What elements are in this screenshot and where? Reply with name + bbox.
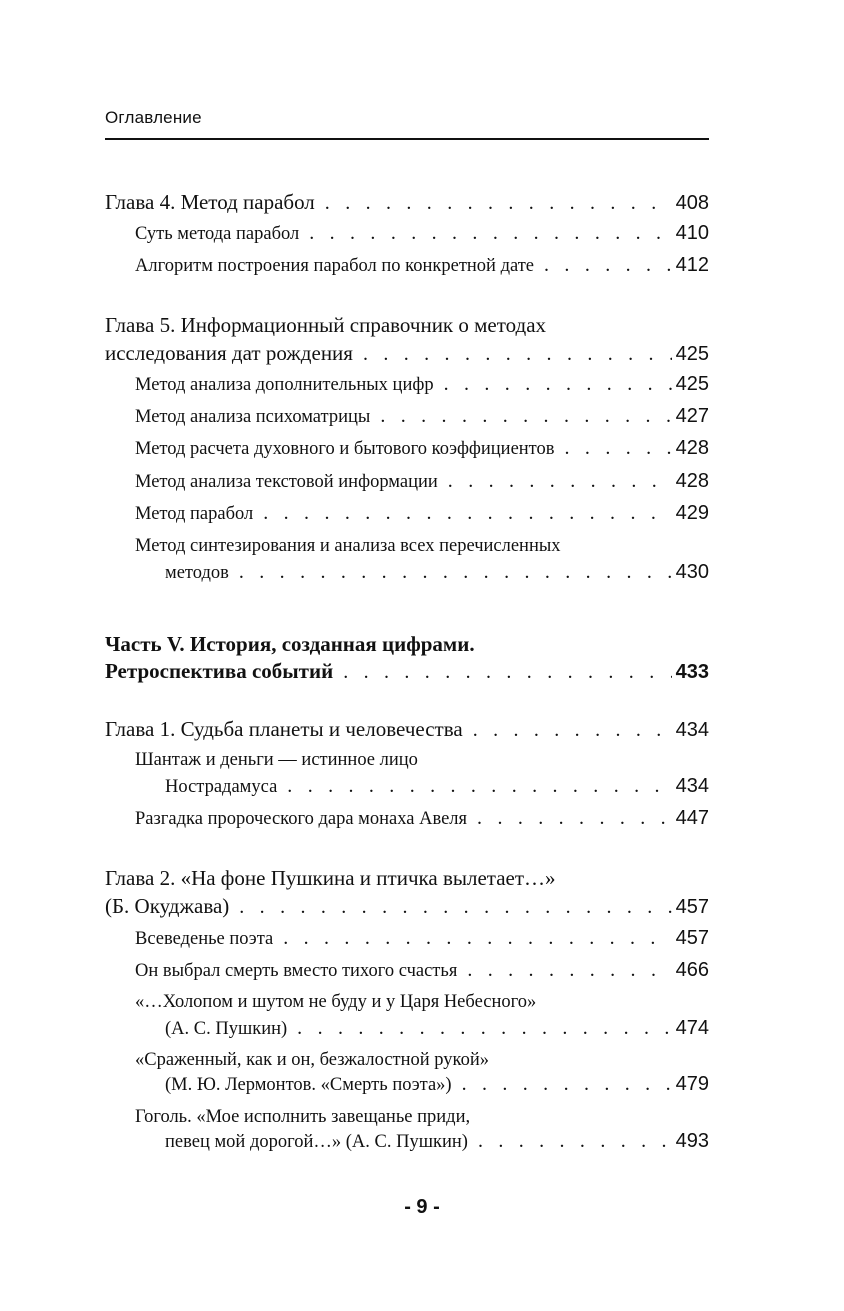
toc-entry-title: (Б. Окуджава) xyxy=(105,894,230,918)
toc-entry-page: 457 xyxy=(675,927,709,949)
toc-entry-title: (А. С. Пушкин) xyxy=(165,1019,288,1039)
toc-entry-title: певец мой дорогой…» (А. С. Пушкин) xyxy=(165,1132,468,1152)
toc-entry-title: Он выбрал смерть вместо тихого счастья xyxy=(135,961,458,981)
leader-dots xyxy=(263,502,671,525)
toc-entry-page: 428 xyxy=(675,437,709,459)
toc-entry-page: 457 xyxy=(675,896,709,918)
toc-entry-page: 428 xyxy=(675,470,709,492)
toc-entry-section[interactable] xyxy=(135,927,709,957)
toc-entry-title: Алгоритм построения парабол по конкретной дате xyxy=(135,256,535,276)
toc-entry-page: 430 xyxy=(675,561,709,583)
toc-entry-page: 408 xyxy=(675,192,709,214)
toc-entry-title: Глава 1. Судьба планеты и человечества xyxy=(105,717,463,741)
leader-dots xyxy=(478,1130,672,1153)
leader-dots xyxy=(343,661,671,684)
toc-entry-page: 474 xyxy=(675,1017,709,1039)
toc-entry-section[interactable] xyxy=(135,222,709,252)
toc-entry-title-line xyxy=(105,632,709,662)
toc-entry-section[interactable] xyxy=(165,775,709,805)
toc-entry-title: Метод расчета духовного и бытового коэффициентов xyxy=(135,439,555,459)
running-header: Оглавление xyxy=(105,108,202,127)
toc-entry-title-line1: Глава 2. «На фоне Пушкина и птичка вылетает…» xyxy=(105,866,556,890)
toc-entry-page: 425 xyxy=(675,373,709,395)
leader-dots xyxy=(325,192,672,215)
toc-entry-page: 466 xyxy=(675,959,709,981)
toc-entry-title: Метод анализа текстовой информации xyxy=(135,472,438,492)
toc-entry-page: 425 xyxy=(675,343,709,365)
leader-dots xyxy=(380,405,671,428)
toc-entry-page: 479 xyxy=(675,1073,709,1095)
toc-entry-section[interactable] xyxy=(165,1073,709,1103)
leader-dots xyxy=(467,959,671,982)
toc-entry-chapter[interactable] xyxy=(105,341,709,371)
leader-dots xyxy=(297,1017,671,1040)
toc-entry-title: методов xyxy=(165,563,229,583)
leader-dots xyxy=(283,927,671,950)
toc-entry-section[interactable] xyxy=(135,437,709,467)
toc-entry-section[interactable] xyxy=(135,807,709,837)
toc-entry-page: 412 xyxy=(675,254,709,276)
toc-entry-section[interactable] xyxy=(135,470,709,500)
toc-entry-section[interactable] xyxy=(135,373,709,403)
leader-dots xyxy=(363,343,672,366)
toc-entry-title: Нострадамуса xyxy=(165,777,278,797)
toc-entry-page: 410 xyxy=(675,222,709,244)
toc-entry-title: Метод анализа дополнительных цифр xyxy=(135,375,434,395)
toc-entry-chapter[interactable] xyxy=(105,894,709,924)
toc-entry-title-line1: «Сраженный, как и он, безжалостной рукой» xyxy=(135,1050,489,1070)
toc-entry-title-line1: Шантаж и деньги — истинное лицо xyxy=(135,750,418,770)
toc-entry-page: 434 xyxy=(675,719,709,741)
toc-entry-page: 447 xyxy=(675,807,709,829)
toc-entry-title-line xyxy=(105,866,709,896)
toc-entry-chapter[interactable] xyxy=(105,717,709,747)
toc-entry-page: 434 xyxy=(675,775,709,797)
toc-entry-title-line1: Глава 5. Информационный справочник о методах xyxy=(105,313,547,337)
toc-entry-title-line1: «…Холопом и шутом не буду и у Царя Небесного» xyxy=(135,992,537,1012)
leader-dots xyxy=(287,775,671,798)
leader-dots xyxy=(473,719,672,742)
toc-entry-title: Всеведенье поэта xyxy=(135,929,274,949)
leader-dots xyxy=(448,470,672,493)
leader-dots xyxy=(239,561,672,584)
toc-entry-title: Глава 4. Метод парабол xyxy=(105,190,315,214)
toc-entry-title: Метод парабол xyxy=(135,504,254,524)
toc-part-title-line1: Часть V. История, созданная цифрами. xyxy=(105,632,475,656)
toc-entry-title: Суть метода парабол xyxy=(135,224,300,244)
toc-entry-section[interactable] xyxy=(165,1017,709,1047)
toc-entry-title: Разгадка пророческого дара монаха Авеля xyxy=(135,809,468,829)
page-number: - 9 - xyxy=(404,1196,440,1218)
leader-dots xyxy=(444,373,672,396)
toc-entry-page: 493 xyxy=(675,1130,709,1152)
toc-entry-section[interactable] xyxy=(135,502,709,532)
toc-entry-title-line xyxy=(105,313,709,343)
leader-dots xyxy=(544,254,672,277)
toc-entry-chapter[interactable] xyxy=(105,190,709,220)
toc-entry-section[interactable] xyxy=(135,959,709,989)
toc-entry-section[interactable] xyxy=(135,405,709,435)
toc-entry-title: Ретроспектива событий xyxy=(105,659,334,683)
toc-entry-title: исследования дат рождения xyxy=(105,341,353,365)
toc-entry-title: (М. Ю. Лермонтов. «Смерть поэта») xyxy=(165,1075,452,1095)
leader-dots xyxy=(565,437,672,460)
toc-entry-section[interactable] xyxy=(165,561,709,591)
leader-dots xyxy=(462,1073,672,1096)
toc-entry-page: 429 xyxy=(675,502,709,524)
toc-entry-page: 427 xyxy=(675,405,709,427)
leader-dots xyxy=(309,222,671,245)
leader-dots xyxy=(477,807,672,830)
toc-entry-part[interactable] xyxy=(105,659,709,689)
toc-entry-title-line1: Гоголь. «Мое исполнить завещанье приди, xyxy=(135,1107,471,1127)
toc-entry-title: Метод анализа психоматрицы xyxy=(135,407,371,427)
header-rule xyxy=(105,138,709,140)
leader-dots xyxy=(239,896,671,919)
toc-entry-section[interactable] xyxy=(135,254,709,284)
toc-entry-section[interactable] xyxy=(165,1130,709,1160)
toc-entry-page: 433 xyxy=(675,661,709,683)
toc-entry-title-line1: Метод синтезирования и анализа всех перечисленных xyxy=(135,536,561,556)
